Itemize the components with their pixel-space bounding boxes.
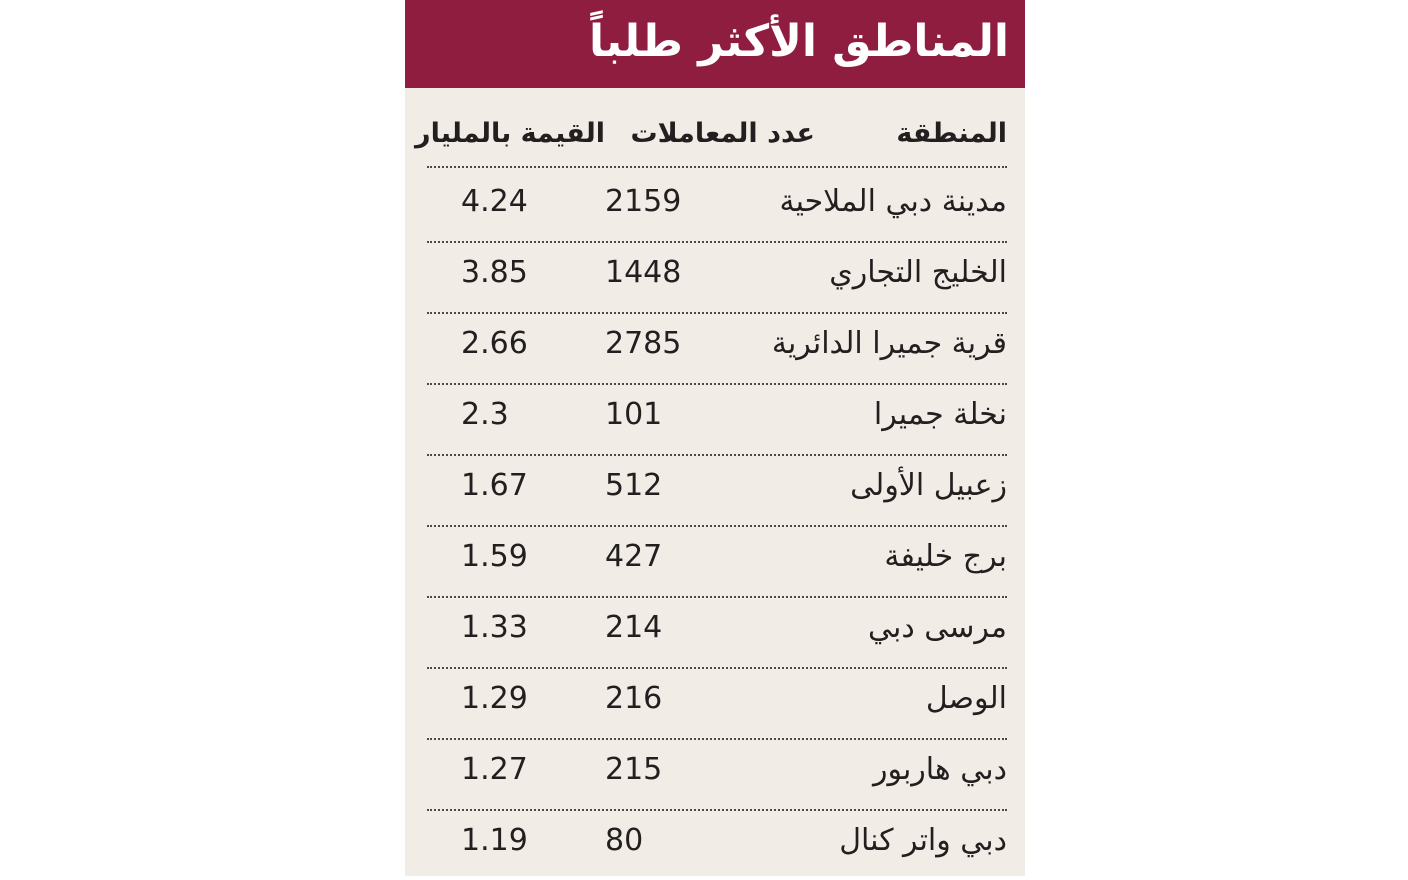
table-header (405, 112, 1025, 156)
cell-value: 4.24 (461, 184, 528, 219)
cell-count: 427 (605, 539, 663, 574)
table-row (405, 166, 1025, 238)
cell-count: 80 (605, 823, 644, 858)
table-row (405, 663, 1025, 735)
cell-count: 2785 (605, 326, 682, 361)
table-row (405, 379, 1025, 451)
cell-area: مدينة دبي الملاحية (779, 184, 1007, 219)
table-row (405, 521, 1025, 593)
cell-area: زعبيل الأولى (850, 468, 1007, 503)
cell-value: 1.59 (461, 539, 528, 574)
cell-area: الوصل (925, 681, 1007, 716)
cell-area: دبي واتر كنال (839, 823, 1007, 858)
cell-count: 2159 (605, 184, 682, 219)
title-banner (405, 0, 1025, 88)
cell-count: 1448 (605, 255, 682, 290)
cell-value: 1.19 (461, 823, 528, 858)
table-row (405, 592, 1025, 664)
cell-area: نخلة جميرا (873, 397, 1007, 432)
cell-count: 215 (605, 752, 663, 787)
cell-value: 1.67 (461, 468, 528, 503)
table-row (405, 734, 1025, 806)
cell-value: 1.27 (461, 752, 528, 787)
table-card (405, 0, 1025, 876)
page-title: المناطق الأكثر طلباً (589, 16, 1009, 67)
cell-area: قرية جميرا الدائرية (771, 326, 1007, 361)
cell-area: الخليج التجاري (829, 255, 1007, 290)
cell-area: دبي هاربور (872, 752, 1007, 787)
cell-count: 216 (605, 681, 663, 716)
column-header-area: المنطقة (896, 118, 1007, 149)
cell-value: 2.3 (461, 397, 509, 432)
column-header-value: القيمة بالمليار (415, 118, 605, 149)
table-row (405, 450, 1025, 522)
table-row (405, 805, 1025, 877)
table-row (405, 237, 1025, 309)
cell-value: 2.66 (461, 326, 528, 361)
cell-area: مرسى دبي (867, 610, 1007, 645)
cell-count: 101 (605, 397, 663, 432)
cell-count: 214 (605, 610, 663, 645)
cell-value: 3.85 (461, 255, 528, 290)
column-header-count: عدد المعاملات (630, 118, 815, 149)
cell-value: 1.29 (461, 681, 528, 716)
cell-area: برج خليفة (884, 539, 1007, 574)
table-row (405, 308, 1025, 380)
cell-value: 1.33 (461, 610, 528, 645)
cell-count: 512 (605, 468, 663, 503)
